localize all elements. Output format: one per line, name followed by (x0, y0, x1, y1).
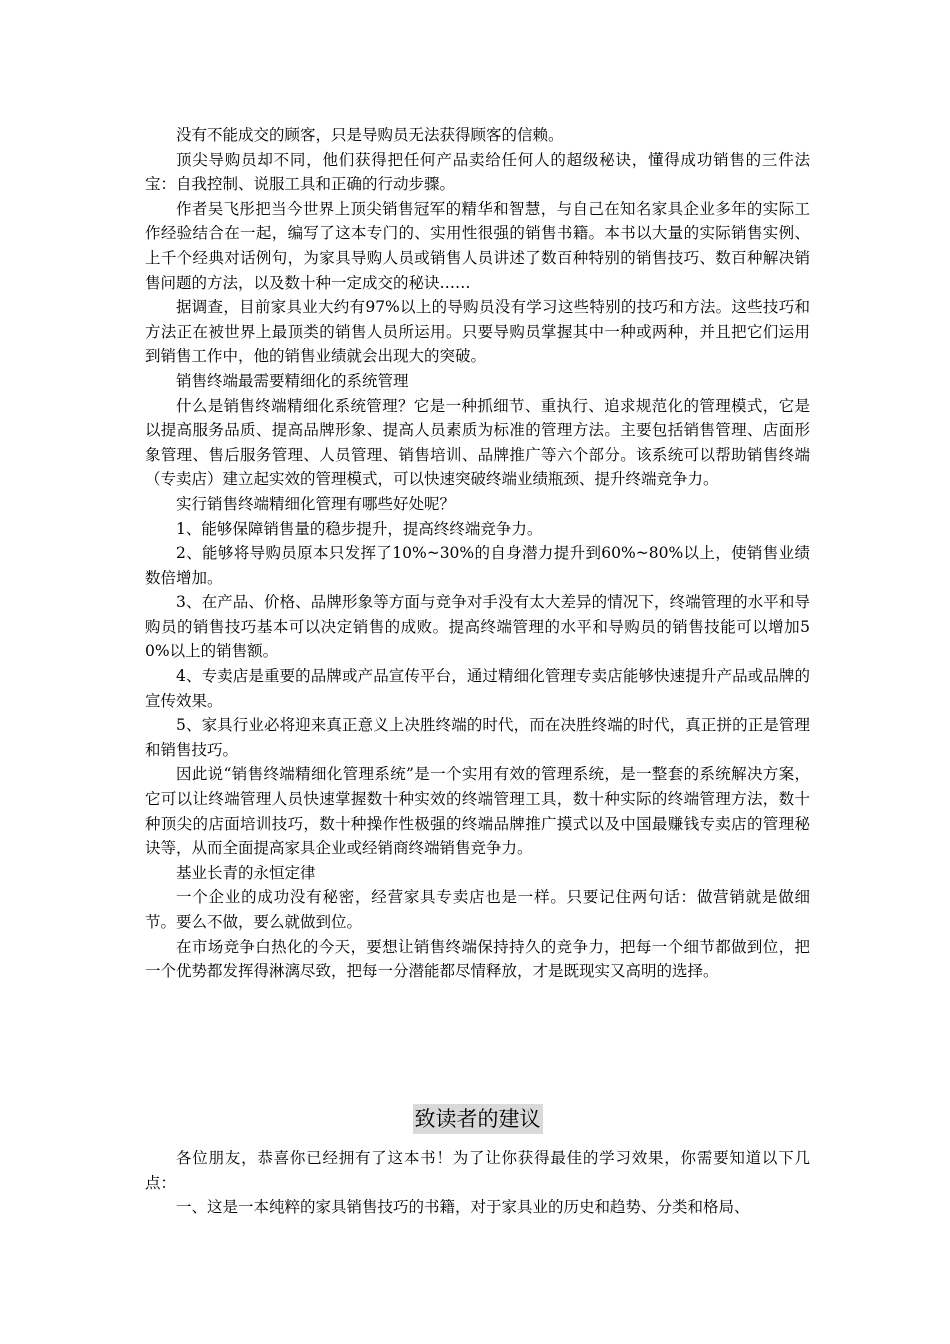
list-item-benefit-5: 5、家具行业必将迎来真正意义上决胜终端的时代，而在决胜终端的时代，真正拼的正是管理和销售技巧。 (145, 716, 810, 759)
paragraph-benefits-question: 实行销售终端精细化管理有哪些好处呢？ (176, 494, 456, 513)
section-body-text (145, 1146, 810, 1220)
paragraph-opening: 没有不能成交的顾客，只是导购员无法获得顾客的信赖。 (176, 126, 564, 144)
paragraph-greeting: 各位朋友，恭喜你已经拥有了这本书！为了让你获得最佳的学习效果，你需要知道以下几点： (145, 1149, 810, 1192)
paragraph-conclusion: 因此说“销售终端精细化管理系统”是一个实用有效的管理系统，是一整套的系统解决方案，它可以让终端管理人员快速掌握数十种实效的终端管理工具，数十种实际的终端管理方法，数十种顶尖的店面培训技巧，数十种操作性极强的终端品牌推广摸式以及中国最赚钱专卖店的管理秘诀等，从而全面提高家具企业或经销商终端销售竞争力。 (145, 765, 810, 858)
list-item-benefit-2: 2、能够将导购员原本只发挥了10%~30%的自身潜力提升到60%~80%以上，使销售业绩数倍增加。 (145, 544, 810, 587)
paragraph-top-salespeople: 顶尖导购员却不同，他们获得把任何产品卖给任何人的超级秘诀，懂得成功销售的三件法宝：自我控制、说服工具和正确的行动步骤。 (145, 150, 810, 194)
list-item-benefit-3: 3、在产品、价格、品牌形象等方面与竞争对手没有太大差异的情况下，终端管理的水平和导购员的销售技巧基本可以决定销售的成败。提高终端管理的水平和导购员的销售技能可以增加50%以上的销售额。 (145, 593, 810, 661)
section-heading-wrap (145, 1104, 810, 1134)
paragraph-no-secret: 一个企业的成功没有秘密，经营家具专卖店也是一样。只要记住两句话：做营销就是做细节。要么不做，要么就做到位。 (145, 888, 810, 931)
list-item-benefit-1: 1、能够保障销售量的稳步提升，提高终终端竞争力。 (176, 519, 543, 538)
body-text (145, 123, 810, 984)
subheading-eternal-law: 基业长青的永恒定律 (176, 863, 316, 882)
paragraph-point-one: 一、这是一本纯粹的家具销售技巧的书籍，对于家具业的历史和趋势、分类和格局、 (176, 1198, 750, 1217)
paragraph-market-competition: 在市场竞争白热化的今天，要想让销售终端保持持久的竞争力，把每一个细节都做到位，把一个优势都发挥得淋漓尽致，把每一分潜能都尽情释放，才是既现实又高明的选择。 (145, 937, 810, 981)
paragraph-author: 作者吴飞彤把当今世界上顶尖销售冠军的精华和智慧，与自己在知名家具企业多年的实际工作经验结合在一起，编写了这本专门的、实用性很强的销售书籍。本书以大量的实际销售实例、上千个经典对话例句，为家具导购人员或销售人员讲述了数百种特别的销售技巧、数百种解决销售问题的方法，以及数十种一定成交的秘诀…… (145, 199, 810, 292)
subheading-system-management: 销售终端最需要精细化的系统管理 (176, 371, 409, 390)
paragraph-survey: 据调查，目前家具业大约有97%以上的导购员没有学习这些特别的技巧和方法。这些技巧和方法正在被世界上最顶类的销售人员所运用。只要导购员掌握其中一种或两种，并且把它们运用到销售工作中，他的销售业绩就会出现大的突破。 (145, 298, 810, 366)
list-item-benefit-4: 4、专卖店是重要的品牌或产品宣传平台，通过精细化管理专卖店能够快速提升产品或品牌的宣传效果。 (145, 667, 810, 710)
paragraph-what-is-management: 什么是销售终端精细化系统管理？它是一种抓细节、重执行、追求规范化的管理模式，它是以提高服务品质、提高品牌形象、提高人员素质为标准的管理方法。主要包括销售管理、店面形象管理、售后服务管理、人员管理、销售培训、品牌推广等六个部分。该系统可以帮助销售终端（专卖店）建立起实效的管理模式，可以快速突破终端业绩瓶颈、提升终端竞争力。 (145, 396, 810, 489)
section-heading: 致读者的建议 (413, 1104, 543, 1134)
